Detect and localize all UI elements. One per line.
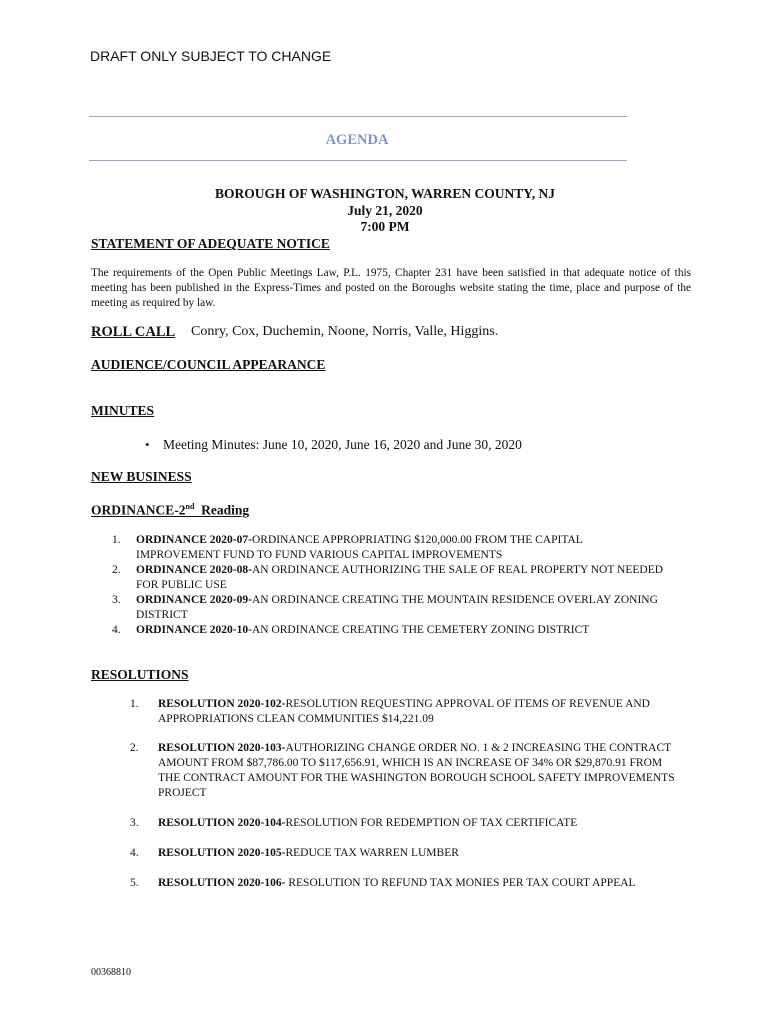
item-title: ORDINANCE 2020-07-	[136, 534, 252, 546]
list-item	[130, 816, 690, 831]
bullet-icon: •	[145, 437, 150, 452]
item-title: RESOLUTION 2020-104-	[158, 817, 286, 829]
notice-text: The requirements of the Open Public Meetings Law, P.L. 1975, Chapter 231 have been satisfied in that adequate notice of this meeting has been published in the Express-Times and posted on the Boroughs website stating the time, place and purpose of the meeting as required by law.	[91, 267, 691, 309]
list-item	[112, 563, 666, 593]
item-text: ORDINANCE APPROPRIATING $120,000.00 FROM THE CAPITAL IMPROVEMENT FUND TO FUND VARIOUS CAPITAL IMPROVEMENTS	[136, 534, 583, 561]
item-number: 3.	[130, 817, 139, 829]
item-text: AN ORDINANCE CREATING THE MOUNTAIN RESIDENCE OVERLAY ZONING DISTRICT	[136, 594, 658, 621]
draft-notice: DRAFT ONLY SUBJECT TO CHANGE	[90, 48, 332, 64]
list-item	[130, 741, 690, 801]
item-text: AN ORDINANCE AUTHORIZING THE SALE OF REAL PROPERTY NOT NEEDED FOR PUBLIC USE	[136, 564, 664, 591]
minutes-item: Meeting Minutes: June 10, 2020, June 16, 2020 and June 30, 2020	[163, 437, 522, 452]
agenda-title: AGENDA	[325, 132, 389, 148]
item-number: 4.	[130, 847, 139, 859]
notice-heading: STATEMENT OF ADEQUATE NOTICE	[91, 236, 330, 251]
list-item	[112, 593, 666, 623]
resolutions-heading: RESOLUTIONS	[91, 667, 189, 682]
meeting-time: 7:00 PM	[360, 219, 410, 234]
ordinance-heading-main: ORDINANCE-2	[91, 502, 186, 518]
item-number: 1.	[112, 534, 121, 546]
item-number: 1.	[130, 698, 139, 710]
item-text: REDUCE TAX WARREN LUMBER	[285, 847, 459, 859]
bottom-divider	[89, 160, 627, 161]
borough-name: BOROUGH OF WASHINGTON, WARREN COUNTY, NJ	[215, 186, 555, 201]
ordinance-heading-sup: nd	[185, 502, 195, 511]
minutes-heading: MINUTES	[91, 403, 155, 418]
document-id: 00368810	[91, 967, 131, 978]
ordinance-heading	[91, 502, 249, 519]
item-text: RESOLUTION REQUESTING APPROVAL OF ITEMS OF REVENUE AND APPROPRIATIONS CLEAN COMMUNITIES $14,221.09	[158, 698, 650, 725]
top-divider	[89, 116, 627, 117]
item-number: 4.	[112, 624, 121, 636]
list-item	[130, 846, 690, 861]
item-number: 2.	[112, 564, 121, 576]
item-title: RESOLUTION 2020-103-	[158, 742, 286, 754]
list-item	[130, 697, 690, 727]
roll-call-label: ROLL CALL	[91, 324, 176, 340]
item-title: ORDINANCE 2020-09-	[136, 594, 252, 606]
item-number: 3.	[112, 594, 121, 606]
item-number: 5.	[130, 877, 139, 889]
item-title: RESOLUTION 2020-105-	[158, 847, 286, 859]
list-item	[112, 533, 666, 563]
ordinance-heading-tail: Reading	[201, 502, 250, 518]
item-number: 2.	[130, 742, 139, 754]
new-business-heading: NEW BUSINESS	[91, 469, 192, 484]
meeting-date: July 21, 2020	[347, 203, 423, 218]
item-text: AUTHORIZING CHANGE ORDER NO. 1 & 2 INCREASING THE CONTRACT AMOUNT FROM $87,786.00 TO $117,656.91, WHICH IS AN INCREASE OF 34% OR $29,870.91 FROM THE CONTRACT AMOUNT FOR THE WASHINGTON BOROUGH SCHOOL SAFETY IMPROVEMENTS PROJECT	[158, 742, 675, 799]
item-text: AN ORDINANCE CREATING THE CEMETERY ZONING DISTRICT	[251, 624, 590, 636]
roll-call-members: Conry, Cox, Duchemin, Noone, Norris, Valle, Higgins.	[191, 324, 499, 339]
item-text: RESOLUTION FOR REDEMPTION OF TAX CERTIFICATE	[285, 817, 578, 829]
item-title: RESOLUTION 2020-106-	[158, 877, 286, 889]
audience-heading: AUDIENCE/COUNCIL APPEARANCE	[91, 357, 326, 372]
item-title: ORDINANCE 2020-10-	[136, 624, 252, 636]
item-title: ORDINANCE 2020-08-	[136, 564, 252, 576]
list-item	[112, 623, 666, 638]
ordinance-list	[112, 533, 666, 638]
list-item	[130, 876, 690, 891]
item-title: RESOLUTION 2020-102-	[158, 698, 286, 710]
item-text: RESOLUTION TO REFUND TAX MONIES PER TAX COURT APPEAL	[285, 877, 636, 889]
